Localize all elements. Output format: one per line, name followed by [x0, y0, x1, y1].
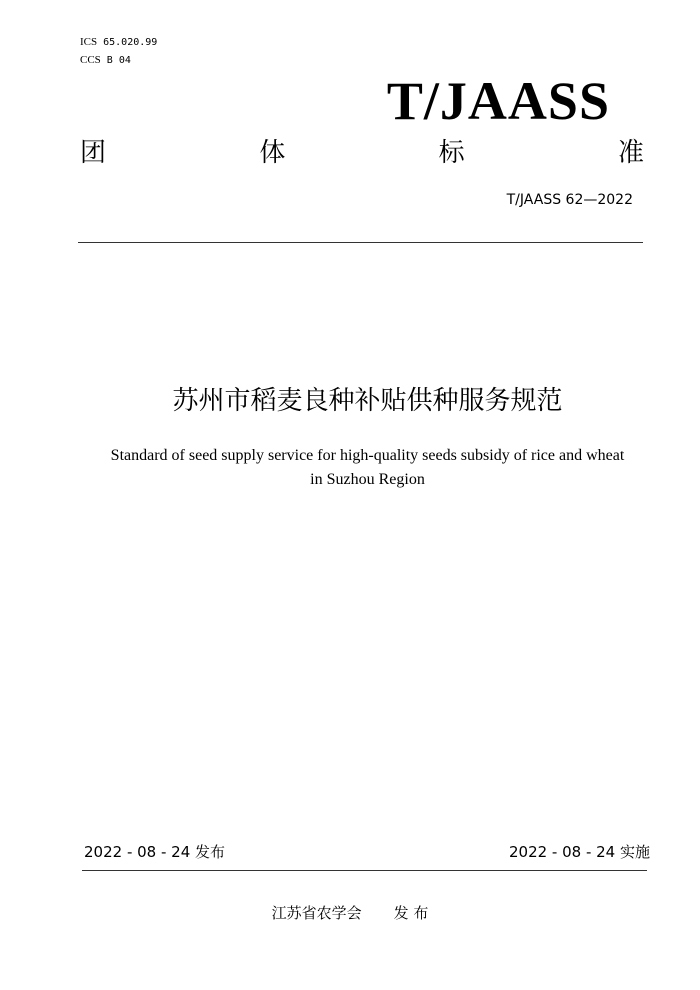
- english-title-line: Standard of seed supply service for high-quality seeds subsidy of rice and wheat: [110, 447, 625, 464]
- standard-type-char: 团: [80, 138, 107, 168]
- ccs-code: [80, 53, 131, 68]
- ccs-value: B 04: [106, 55, 131, 66]
- header-divider: [78, 242, 643, 243]
- publisher-name: 江苏省农学会: [271, 904, 362, 922]
- publish-date: 2022 - 08 - 24 发布: [84, 843, 226, 861]
- standard-logo: T/JAASS: [386, 71, 610, 131]
- standard-type: [80, 136, 644, 170]
- english-title-line: in Suzhou Region: [310, 471, 425, 488]
- standard-type-char: 准: [617, 138, 644, 168]
- document-title-chinese: 苏州市稻麦良种补贴供种服务规范: [172, 386, 563, 416]
- ics-value: 65.020.99: [103, 37, 158, 48]
- ccs-label: CCS: [80, 54, 101, 66]
- publisher: [0, 903, 700, 923]
- implement-date: 2022 - 08 - 24 实施: [508, 843, 650, 861]
- standard-type-char: 体: [259, 138, 286, 168]
- document-title-english: [60, 444, 675, 492]
- publisher-action: 发 布: [393, 904, 429, 922]
- standard-type-char: 标: [438, 138, 465, 168]
- standard-number: T/JAASS 62—2022: [506, 192, 633, 208]
- footer-divider: [82, 870, 647, 871]
- ics-label: ICS: [80, 36, 98, 48]
- ics-code: [80, 35, 157, 50]
